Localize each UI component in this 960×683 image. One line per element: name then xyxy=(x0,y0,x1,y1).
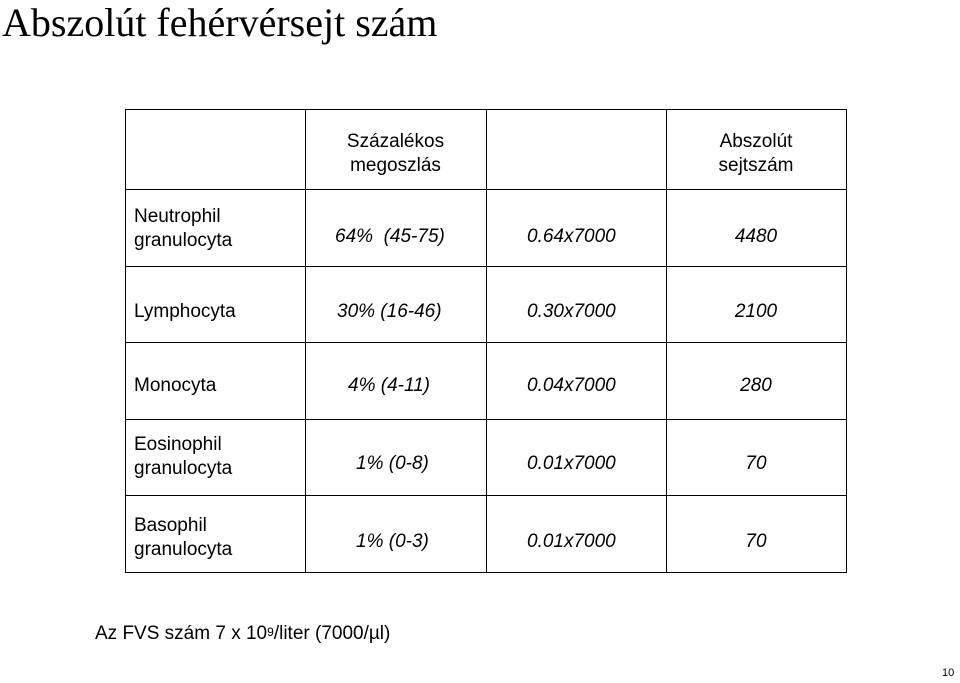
row-formula-basophil: 0.01x7000 xyxy=(527,531,616,552)
row-percent-lymphocyta: 30% (16-46) xyxy=(337,301,442,322)
row-label-lymphocyta: Lymphocyta xyxy=(134,301,236,322)
footnote-fvs: Az FVS szám 7 x $10^9$/liter (7000/µl) xyxy=(95,623,391,644)
table-border-left xyxy=(125,109,126,573)
col-rule-2 xyxy=(486,109,487,573)
row-percent-neutrophil: 64% (45-75) xyxy=(335,226,445,247)
footnote-exponent: 9 xyxy=(267,625,274,639)
col-rule-1 xyxy=(305,109,306,573)
row-absolute-lymphocyta: 2100 xyxy=(734,301,778,322)
row-label-eosinophil: Eosinophil granulocyta xyxy=(134,434,233,479)
row-absolute-basophil: 70 xyxy=(745,531,767,552)
col-rule-3 xyxy=(666,109,667,573)
header-absolute: Abszolút sejtszám xyxy=(718,131,794,176)
row-label-basophil: Basophil granulocyta xyxy=(134,515,233,560)
row-percent-basophil: 1% (0-3) xyxy=(356,531,429,552)
page-number: 10 xyxy=(942,667,955,679)
table-border-right xyxy=(846,109,847,573)
row-absolute-neutrophil: 4480 xyxy=(734,226,778,247)
row-formula-monocyta: 0.04x7000 xyxy=(527,375,616,396)
row-label-neutrophil: Neutrophil granulocyta xyxy=(134,206,233,251)
row-percent-eosinophil: 1% (0-8) xyxy=(356,453,429,474)
row-absolute-monocyta: 280 xyxy=(740,375,772,396)
row-formula-neutrophil: 0.64x7000 xyxy=(527,226,616,247)
row-formula-lymphocyta: 0.30x7000 xyxy=(527,301,616,322)
row-percent-monocyta: 4% (4-11) xyxy=(348,375,431,396)
page-title: Abszolút fehérvérsejt szám xyxy=(2,0,438,45)
row-absolute-eosinophil: 70 xyxy=(745,453,767,474)
row-label-monocyta: Monocyta xyxy=(134,375,217,396)
header-percent: Százalékos megoszlás xyxy=(346,131,445,176)
row-formula-eosinophil: 0.01x7000 xyxy=(527,453,616,474)
